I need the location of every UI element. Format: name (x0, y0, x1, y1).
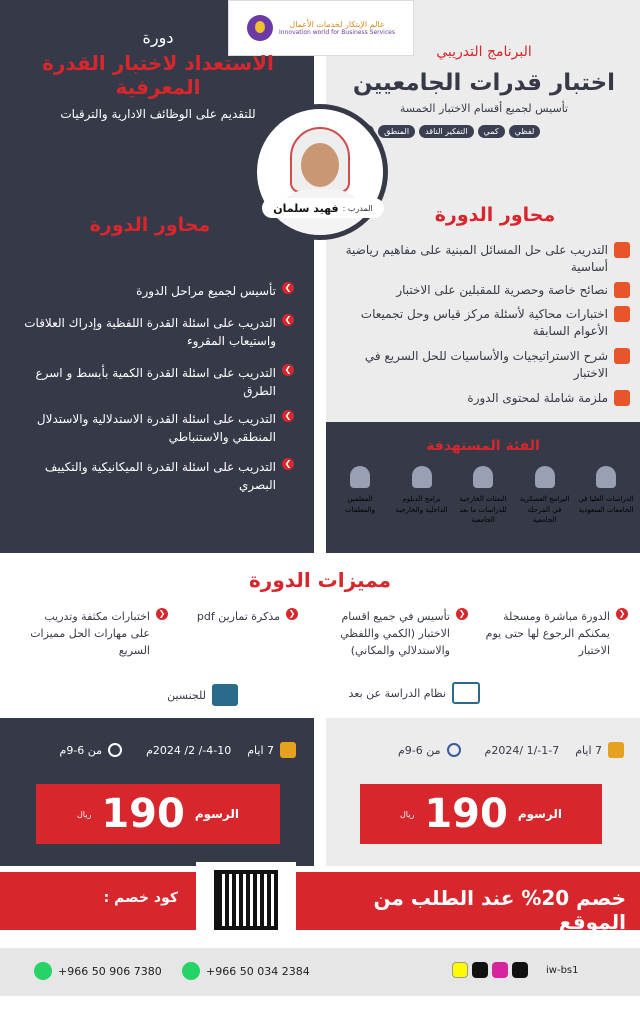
instagram-icon[interactable] (492, 962, 508, 978)
fee-label: الرسوم (517, 807, 563, 821)
list-item: ❯ التدريب على اسئلة القدرة الاستدلالية والاستدلال المنطقي والاستنباطي (14, 410, 294, 458)
diploma-icon (412, 466, 432, 488)
target-item: الدراسات العليا في الجامعات السعودية (578, 466, 634, 526)
tiktok-icon[interactable] (512, 962, 528, 978)
target-item: البعثات الخارجية للدراسات ما بعد الجامعية (455, 466, 511, 526)
strategy-icon (614, 348, 630, 364)
trainer-prefix: المدرب : (342, 203, 373, 213)
arrow-icon: ❮ (456, 608, 468, 620)
session-days: 7 ايام (575, 743, 602, 757)
currency: ريال (76, 809, 92, 819)
trainer-photo (252, 104, 388, 240)
whatsapp-icon (182, 962, 200, 980)
left-header (8, 28, 308, 121)
calendar-icon (280, 742, 296, 758)
discount-text: خصم 20% عند الطلب من الموقع (373, 886, 626, 934)
arrow-icon: ❮ (616, 608, 628, 620)
session-panel-right (326, 718, 640, 866)
course-label: دورة (142, 28, 174, 47)
arrow-icon: ❯ (282, 314, 294, 326)
target-item: البرامج العسكرية في المرحلة الجامعية (517, 466, 573, 526)
feature-item: ❮ تأسيس في جميع اقسام الاختبار (الكمي واللفظي والاستدلالي والمكاني) (308, 608, 468, 659)
list-item: ❯ التدريب على اسئلة القدرة اللفظية وإدراك العلاقات واستيعاب المقروء (14, 314, 294, 364)
book-icon (614, 242, 630, 258)
student-icon (473, 466, 493, 488)
features-title: مميزات الدورة (249, 568, 391, 592)
right-axes-title: محاور الدورة (434, 204, 556, 226)
right-header (336, 44, 632, 138)
feature-item: ❮ الدورة مباشرة ومسجلة يمكنكم الرجوع لها حتى يوم الاختبار (478, 608, 628, 659)
online-icon (452, 682, 480, 704)
list-item: ❯ التدريب على اسئلة القدرة الكمية بأبسط و اسرع الطرق (14, 364, 294, 410)
arrow-icon: ❯ (282, 282, 294, 294)
social-handle: iw-bs1 (546, 964, 579, 976)
arrow-icon: ❯ (282, 410, 294, 422)
arrow-icon: ❯ (282, 364, 294, 376)
list-item: شرح الاستراتيجيات والأساسيات للحل السريع في الاختبار (338, 348, 630, 390)
test-icon (614, 306, 630, 322)
arrow-icon: ❮ (156, 608, 168, 620)
tips-icon (614, 282, 630, 298)
graduate-icon (596, 466, 616, 488)
chip: التفكير الناقد (419, 125, 473, 138)
session-dates: 4-10-/ 2/ 2024م (146, 743, 232, 757)
gender: للجنسين (148, 684, 238, 706)
program-label: البرنامج التدريبي (436, 44, 532, 60)
list-item: نصائح خاصة وحصرية للمقبلين على الاختبار (338, 282, 630, 306)
x-icon[interactable] (472, 962, 488, 978)
arrow-icon: ❮ (286, 608, 298, 620)
feature-item: ❮ مذكرة تمارين pdf (178, 608, 298, 659)
section-chips (336, 125, 632, 138)
target-title: الفئة المستهدفة (426, 438, 540, 454)
chip: لفظي (509, 125, 541, 138)
social-links (452, 962, 579, 978)
booklet-icon (614, 390, 630, 406)
whatsapp-icon (34, 962, 52, 980)
contact-2[interactable]: +966 50 034 2384 (182, 962, 310, 980)
target-item: المعلمين والمعلمات (332, 466, 388, 526)
session-time: من 6-9م (397, 743, 441, 757)
clock-icon (447, 743, 461, 757)
trainer-caption (262, 198, 384, 218)
price: 190 (424, 791, 508, 837)
left-axes-title: محاور الدورة (89, 214, 211, 236)
session-panel-left (0, 718, 314, 866)
list-item: التدريب على حل المسائل المبنية على مفاهيم رياضية أساسية (338, 242, 630, 282)
brand-ar-name: عالم الإبتكار لخدمات الأعمال (289, 20, 385, 29)
fee-label: الرسوم (194, 807, 240, 821)
calendar-icon (608, 742, 624, 758)
snapchat-icon[interactable] (452, 962, 468, 978)
teacher-icon (350, 466, 370, 488)
features-list (12, 608, 628, 659)
list-item: ملزمة شاملة لمحتوى الدورة (338, 390, 630, 412)
target-groups (332, 466, 634, 526)
study-mode: نظام الدراسة عن بعد (320, 682, 480, 704)
session-dates: 1-7-/1 /2024م (484, 743, 560, 757)
session-time: من 6-9م (59, 743, 103, 757)
chip: كمي (478, 125, 505, 138)
contact-1[interactable]: +966 50 906 7380 (34, 962, 162, 980)
clock-icon (108, 743, 122, 757)
course-title-1: الاستعداد لاختبار القدرة (42, 51, 274, 75)
footer (0, 948, 640, 996)
left-axes-list (14, 282, 294, 504)
currency: ريال (399, 809, 415, 819)
list-item: ❯ تأسيس لجميع مراحل الدورة (14, 282, 294, 314)
trainer-name: فهيد سلمان (273, 201, 339, 215)
price-box (36, 784, 280, 844)
chip: المنطق (378, 125, 415, 138)
restroom-icon (212, 684, 238, 706)
arrow-icon: ❯ (282, 458, 294, 470)
feature-item: ❮ اختبارات مكثفة وتدريب على مهارات الحل مميزات السريع (28, 608, 168, 659)
discount-code-label: كود خصم : (103, 890, 178, 906)
session-days: 7 ايام (247, 743, 274, 757)
price-box (360, 784, 602, 844)
program-subtitle: تأسيس لجميع أقسام الاختبار الخمسة (399, 102, 569, 115)
course-title-2: المعرفية (115, 75, 201, 99)
brand-en-name: Innovation world for Business Services (279, 29, 395, 36)
target-item: برامج الدبلوم الداخلية والخارجية (394, 466, 450, 526)
right-axes-list (338, 242, 630, 412)
course-subtitle: للتقديم على الوظائف الادارية والترقيات (60, 107, 256, 121)
list-item: ❯ التدريب على اسئلة القدرة الميكانيكية والتكييف البصري (14, 458, 294, 504)
program-title: اختبار قدرات الجامعيين (352, 70, 616, 96)
soldier-icon (535, 466, 555, 488)
qr-code[interactable] (196, 862, 296, 938)
list-item: اختبارات محاكية لأسئلة مركز قياس وحل تجميعات الأعوام السابقة (338, 306, 630, 348)
price: 190 (101, 791, 185, 837)
